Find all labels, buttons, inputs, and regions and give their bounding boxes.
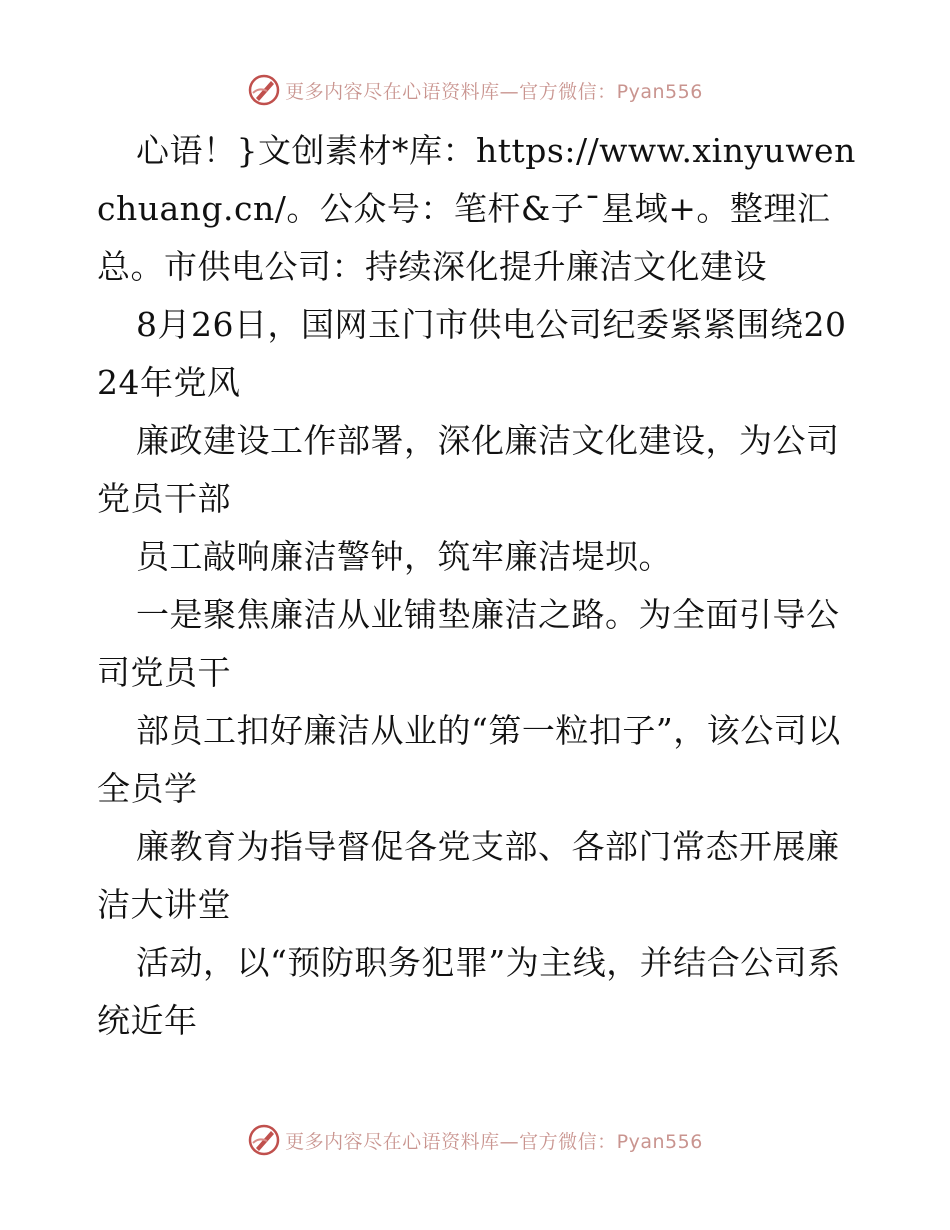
paragraph-4: 员工敲响廉洁警钟，筑牢廉洁堤坝。 [136,537,672,576]
paragraph-1: 心语！}文创素材*库：https://www.xinyuwenchuang.cn/。公众号：笔杆&子¯星域+。整理汇总。市供电公司：持续深化提升廉洁文化建设 [97,131,856,286]
header-banner [0,70,950,110]
paragraph-5: 一是聚焦廉洁从业铺垫廉洁之路。为全面引导公司党员干 [97,595,840,692]
footer-banner [0,1120,950,1160]
paragraph-8: 活动，以“预防职务犯罪”为主线，并结合公司系统近年 [97,943,841,1040]
header-banner-text: 更多内容尽在心语资料库—官方微信：Pyan556 [285,80,703,103]
paragraph-6: 部员工扣好廉洁从业的“第一粒扣子”，该公司以全员学 [97,711,841,808]
pen-circle-logo-icon [247,1123,281,1157]
paragraph-2: 8月26日，国网玉门市供电公司纪委紧紧围绕2024年党风 [97,305,847,402]
paragraph-7: 廉教育为指导督促各党支部、各部门常态开展廉洁大讲堂 [97,827,840,924]
paragraph-3: 廉政建设工作部署，深化廉洁文化建设，为公司党员干部 [97,421,840,518]
document-body [97,122,857,1050]
footer-banner-text: 更多内容尽在心语资料库—官方微信：Pyan556 [285,1130,703,1153]
pen-circle-logo-icon [247,73,281,107]
